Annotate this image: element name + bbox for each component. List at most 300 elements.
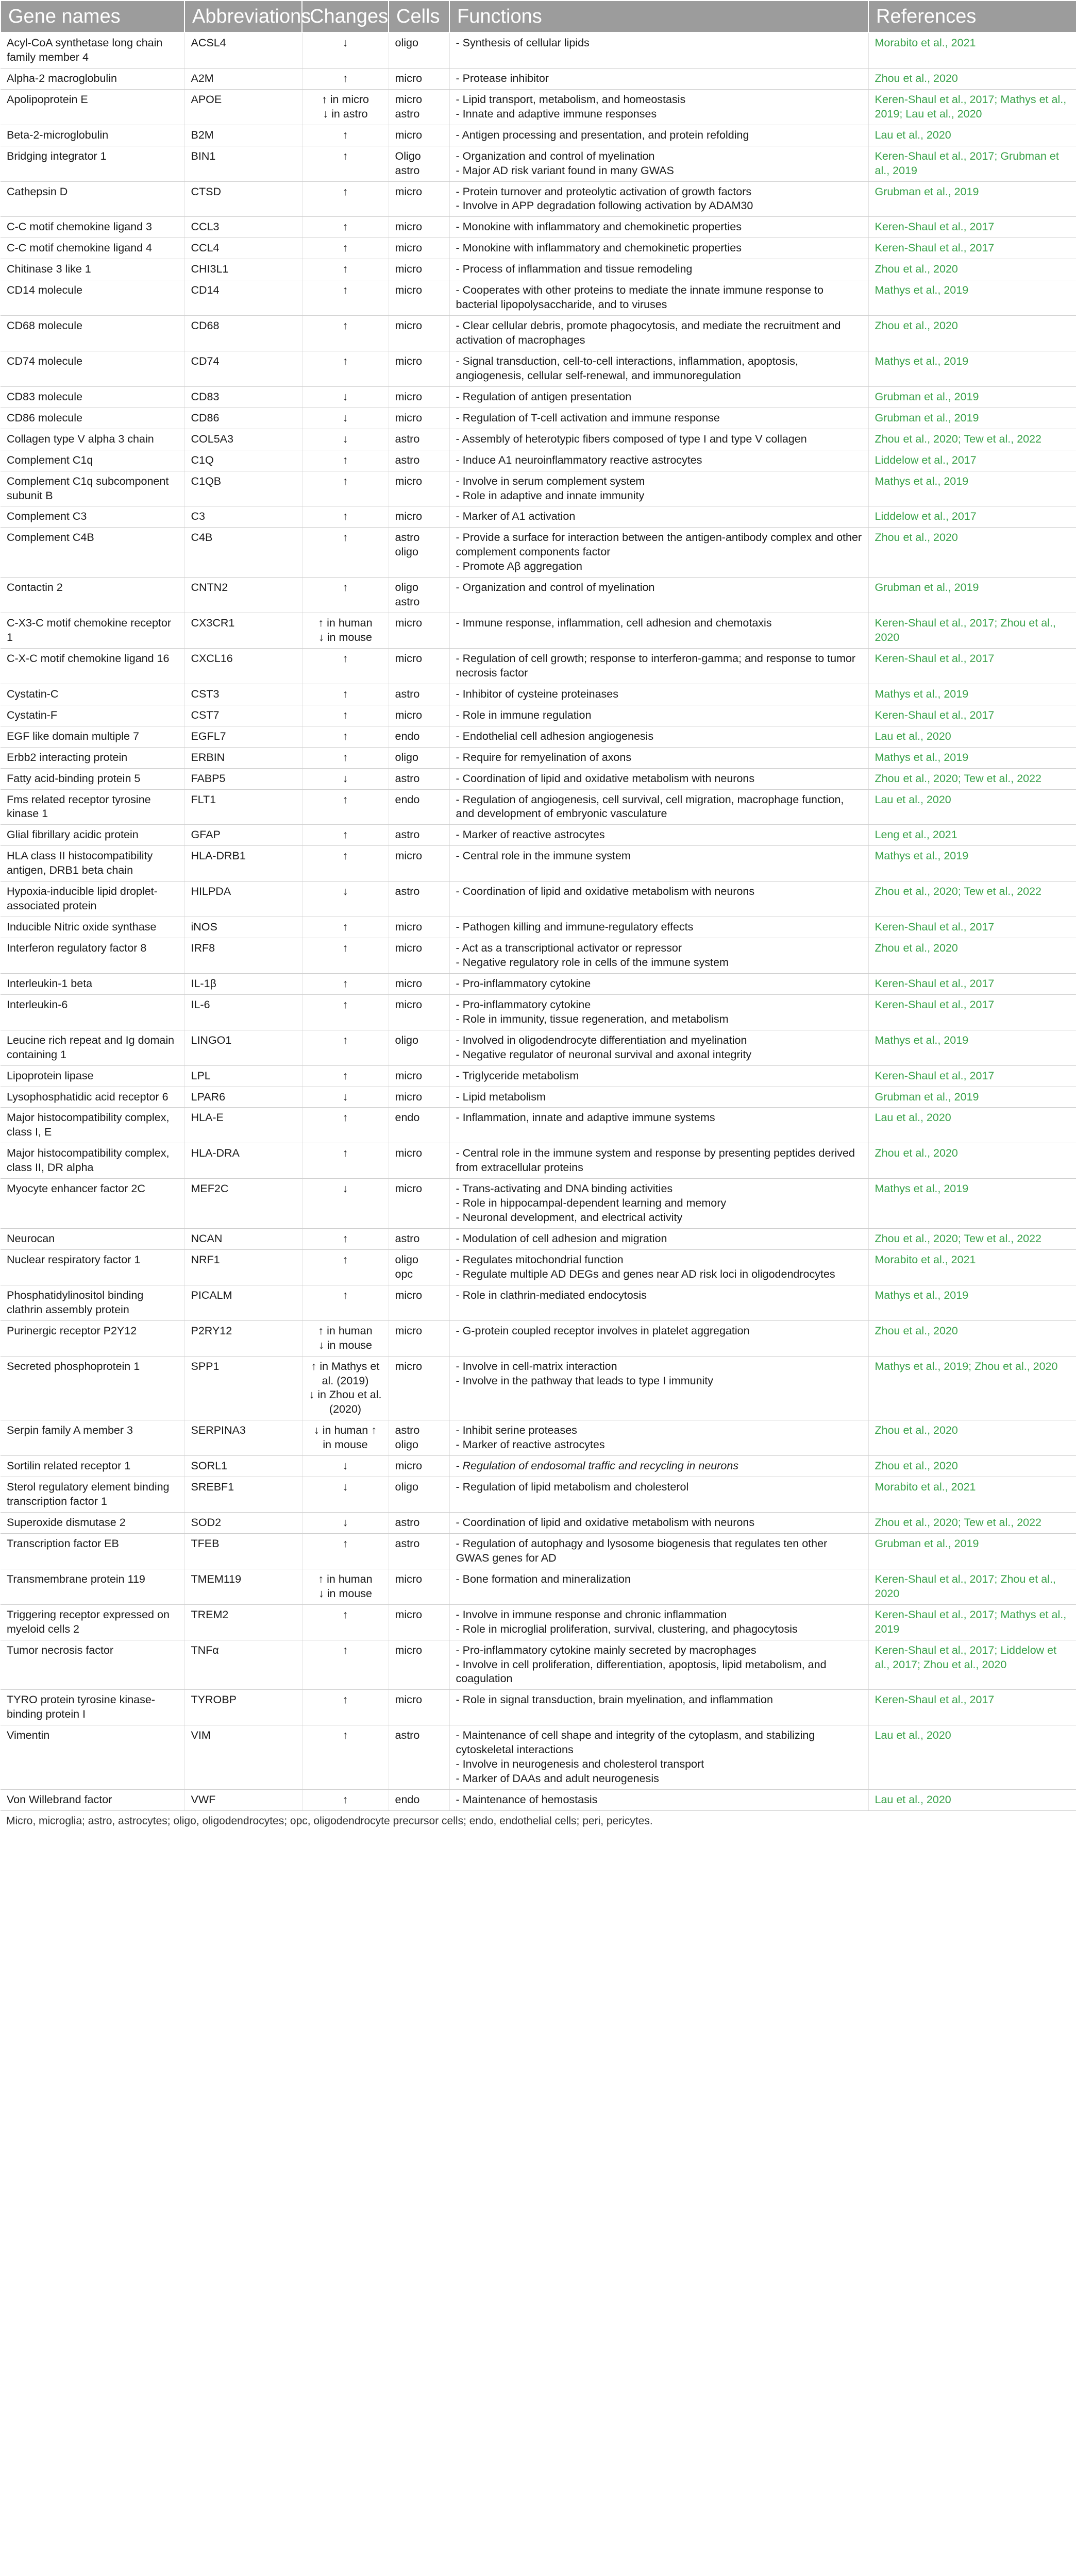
abbreviation-cell: NCAN	[184, 1229, 302, 1250]
functions-cell	[449, 1356, 868, 1420]
reference-link[interactable]: Grubman et al., 2019	[875, 1537, 979, 1550]
reference-link[interactable]: Morabito et al., 2021	[875, 1481, 976, 1494]
functions-cell	[449, 846, 868, 882]
abbreviation-cell: TFEB	[184, 1533, 302, 1569]
cell-type: micro	[395, 185, 423, 198]
cell-type: astro	[395, 885, 420, 898]
changes-cell	[302, 1604, 389, 1640]
cells-cell	[389, 1420, 449, 1456]
functions-cell	[449, 1604, 868, 1640]
reference-link[interactable]: Zhou et al., 2020; Tew et al., 2022	[875, 885, 1042, 898]
function-item: - Role in signal transduction, brain myelination, and inflammation	[456, 1693, 773, 1706]
cells-cell	[389, 825, 449, 846]
reference-link[interactable]: Keren-Shaul et al., 2017	[875, 1693, 995, 1706]
cells-cell	[389, 316, 449, 351]
change-value: ↓	[342, 37, 348, 49]
changes-cell	[302, 1533, 389, 1569]
abbreviation-cell: CD83	[184, 386, 302, 408]
abbreviation-cell: C1QB	[184, 471, 302, 506]
changes-cell	[302, 789, 389, 825]
change-value: ↑	[342, 284, 348, 297]
change-value: ↑	[342, 921, 348, 934]
table-row	[1, 408, 1076, 429]
abbreviation-cell: CD74	[184, 351, 302, 386]
change-value: ↑	[342, 793, 348, 806]
gene-name-cell: Neurocan	[1, 1229, 184, 1250]
change-value: ↑	[342, 1793, 348, 1806]
change-value: ↑	[342, 453, 348, 466]
functions-cell	[449, 408, 868, 429]
table-row	[1, 1065, 1076, 1087]
changes-cell	[302, 1477, 389, 1513]
references-cell	[868, 1356, 1076, 1420]
changes-cell	[302, 1229, 389, 1250]
change-value: ↓	[342, 1460, 348, 1472]
reference-link[interactable]: Zhou et al., 2020	[875, 1460, 958, 1472]
cell-type: micro	[395, 1460, 423, 1472]
cell-type: astro	[395, 531, 420, 544]
function-item: - Role in immune regulation	[456, 708, 592, 721]
functions-cell	[449, 386, 868, 408]
reference-link[interactable]: Mathys et al., 2019	[875, 1289, 969, 1301]
function-item: - Signal transduction, cell-to-cell interactions, inflammation, apoptosis, angiogenesis, cellular self-renewal, and immunoregulation	[456, 354, 798, 382]
reference-link[interactable]: Keren-Shaul et al., 2017; Zhou et al., 2020	[875, 1572, 1056, 1600]
table-row	[1, 1249, 1076, 1285]
references-cell	[868, 613, 1076, 649]
change-value: ↑	[342, 1253, 348, 1266]
change-value: ↑	[342, 149, 348, 162]
reference-link[interactable]: Zhou et al., 2020	[875, 263, 958, 276]
cell-type: micro	[395, 474, 423, 487]
reference-link[interactable]: Keren-Shaul et al., 2017	[875, 221, 995, 233]
abbreviation-cell: C4B	[184, 528, 302, 578]
references-cell	[868, 1285, 1076, 1320]
gene-name-cell: Chitinase 3 like 1	[1, 259, 184, 280]
reference-link[interactable]: Mathys et al., 2019	[875, 354, 969, 367]
changes-cell	[302, 146, 389, 181]
table-header	[1, 1, 1076, 32]
changes-cell	[302, 684, 389, 705]
reference-link[interactable]: Keren-Shaul et al., 2017	[875, 652, 995, 665]
reference-link[interactable]: Zhou et al., 2020	[875, 531, 958, 544]
gene-name-cell: Apolipoprotein E	[1, 89, 184, 125]
changes-cell	[302, 68, 389, 89]
change-value: ↑ in human	[318, 1572, 373, 1585]
abbreviation-cell: A2M	[184, 68, 302, 89]
changes-cell	[302, 1320, 389, 1356]
references-cell	[868, 1790, 1076, 1811]
reference-link[interactable]: Keren-Shaul et al., 2017	[875, 998, 995, 1011]
function-item: - Lipid transport, metabolism, and homeostasis	[456, 93, 686, 106]
reference-link[interactable]: Morabito et al., 2021	[875, 37, 976, 49]
functions-cell	[449, 1513, 868, 1534]
table-row	[1, 1604, 1076, 1640]
change-value: ↓ in mouse	[318, 631, 372, 643]
header-abbreviations: Abbreviations	[184, 1, 302, 32]
cell-type: astro	[395, 1516, 420, 1529]
cell-type: micro	[395, 708, 423, 721]
table-row	[1, 747, 1076, 768]
references-cell	[868, 1477, 1076, 1513]
reference-link[interactable]: Keren-Shaul et al., 2017	[875, 708, 995, 721]
changes-cell	[302, 726, 389, 747]
references-cell	[868, 506, 1076, 528]
changes-cell	[302, 1065, 389, 1087]
functions-cell	[449, 1790, 868, 1811]
cell-type: micro	[395, 977, 423, 990]
reference-link[interactable]: Grubman et al., 2019	[875, 411, 979, 424]
function-item: - Marker of reactive astrocytes	[456, 828, 605, 841]
reference-link[interactable]: Grubman et al., 2019	[875, 1090, 979, 1103]
function-item: - Clear cellular debris, promote phagocytosis, and mediate the recruitment and activation of macrophages	[456, 319, 841, 346]
cell-type: micro	[395, 284, 423, 297]
cell-type: micro	[395, 263, 423, 276]
reference-link[interactable]: Keren-Shaul et al., 2017	[875, 242, 995, 255]
change-value: ↑	[342, 942, 348, 954]
cells-cell	[389, 351, 449, 386]
reference-link[interactable]: Mathys et al., 2019	[875, 751, 969, 764]
gene-name-cell: C-X-C motif chemokine ligand 16	[1, 648, 184, 684]
reference-link[interactable]: Leng et al., 2021	[875, 828, 957, 841]
abbreviation-cell: PICALM	[184, 1285, 302, 1320]
change-value: ↑ in human	[318, 617, 373, 630]
references-cell	[868, 528, 1076, 578]
change-value: ↑	[342, 474, 348, 487]
cells-cell	[389, 1065, 449, 1087]
references-cell	[868, 1569, 1076, 1604]
change-value: ↑ in human	[318, 1324, 373, 1337]
changes-cell	[302, 917, 389, 938]
cells-cell	[389, 917, 449, 938]
abbreviation-cell: C1Q	[184, 450, 302, 471]
gene-name-cell: Nuclear respiratory factor 1	[1, 1249, 184, 1285]
functions-cell	[449, 1065, 868, 1087]
references-cell	[868, 429, 1076, 450]
table-row	[1, 1456, 1076, 1477]
reference-link[interactable]: Keren-Shaul et al., 2017; Zhou et al., 2020	[875, 617, 1056, 643]
gene-name-cell: Major histocompatibility complex, class I, E	[1, 1108, 184, 1143]
change-value: ↑	[342, 185, 348, 198]
table-row	[1, 768, 1076, 789]
abbreviation-cell: C3	[184, 506, 302, 528]
changes-cell	[302, 768, 389, 789]
cells-cell	[389, 789, 449, 825]
abbreviation-cell: FLT1	[184, 789, 302, 825]
change-value: ↓	[342, 390, 348, 403]
gene-name-cell: Fatty acid-binding protein 5	[1, 768, 184, 789]
cell-type: endo	[395, 1793, 420, 1806]
cells-cell	[389, 1229, 449, 1250]
reference-link[interactable]: Zhou et al., 2020; Tew et al., 2022	[875, 1516, 1042, 1529]
functions-cell	[449, 973, 868, 994]
reference-link[interactable]: Zhou et al., 2020	[875, 1147, 958, 1160]
function-item: - Negative regulator of neuronal survival and axonal integrity	[456, 1048, 752, 1061]
cell-type: Oligo astro	[395, 149, 421, 177]
gene-name-cell: Acyl-CoA synthetase long chain family member 4	[1, 32, 184, 68]
function-item: - Marker of reactive astrocytes	[456, 1438, 605, 1451]
functions-cell	[449, 429, 868, 450]
abbreviation-cell: CNTN2	[184, 578, 302, 613]
changes-cell	[302, 1790, 389, 1811]
reference-link[interactable]: Mathys et al., 2019	[875, 284, 969, 297]
reference-link[interactable]: Mathys et al., 2019; Zhou et al., 2020	[875, 1360, 1058, 1372]
gene-name-cell: EGF like domain multiple 7	[1, 726, 184, 747]
function-item: - Regulation of T-cell activation and immune response	[456, 411, 720, 424]
reference-link[interactable]: Grubman et al., 2019	[875, 390, 979, 403]
function-item: - Immune response, inflammation, cell adhesion and chemotaxis	[456, 617, 772, 630]
references-cell	[868, 1420, 1076, 1456]
gene-name-cell: Collagen type V alpha 3 chain	[1, 429, 184, 450]
table-row	[1, 1690, 1076, 1725]
abbreviation-cell: ACSL4	[184, 32, 302, 68]
table-row	[1, 938, 1076, 974]
cells-cell	[389, 238, 449, 259]
changes-cell	[302, 1690, 389, 1725]
gene-name-cell: Fms related receptor tyrosine kinase 1	[1, 789, 184, 825]
gene-name-cell: Myocyte enhancer factor 2C	[1, 1179, 184, 1229]
function-item: - Lipid metabolism	[456, 1090, 546, 1103]
reference-link[interactable]: Keren-Shaul et al., 2017; Mathys et al., 2019; Lau et al., 2020	[875, 93, 1067, 120]
references-cell	[868, 89, 1076, 125]
changes-cell	[302, 429, 389, 450]
cells-cell	[389, 1604, 449, 1640]
reference-link[interactable]: Morabito et al., 2021	[875, 1253, 976, 1266]
reference-link[interactable]: Liddelow et al., 2017	[875, 510, 977, 523]
function-item: - Involve in serum complement system	[456, 474, 645, 487]
functions-cell	[449, 684, 868, 705]
cells-cell	[389, 1320, 449, 1356]
table-row	[1, 471, 1076, 506]
change-value: ↑	[342, 354, 348, 367]
change-value: ↑	[342, 242, 348, 255]
table-row	[1, 648, 1076, 684]
function-item: - Central role in the immune system	[456, 850, 631, 862]
cell-type: micro	[395, 242, 423, 255]
references-cell	[868, 973, 1076, 994]
reference-link[interactable]: Lau et al., 2020	[875, 1111, 951, 1124]
table-row	[1, 1569, 1076, 1604]
reference-link[interactable]: Zhou et al., 2020	[875, 319, 958, 332]
cells-cell	[389, 1249, 449, 1285]
changes-cell	[302, 471, 389, 506]
cells-cell	[389, 1143, 449, 1179]
references-cell	[868, 825, 1076, 846]
changes-cell	[302, 1420, 389, 1456]
cell-type: astro	[395, 828, 420, 841]
functions-cell	[449, 789, 868, 825]
table-row	[1, 1087, 1076, 1108]
table-row	[1, 1640, 1076, 1690]
functions-cell	[449, 471, 868, 506]
changes-cell	[302, 506, 389, 528]
function-item: - Coordination of lipid and oxidative metabolism with neurons	[456, 1516, 755, 1529]
table-row	[1, 238, 1076, 259]
references-cell	[868, 471, 1076, 506]
reference-link[interactable]: Lau et al., 2020	[875, 128, 951, 141]
table-row	[1, 429, 1076, 450]
function-item: - Role in clathrin-mediated endocytosis	[456, 1289, 647, 1301]
table-row	[1, 32, 1076, 68]
reference-link[interactable]: Liddelow et al., 2017	[875, 453, 977, 466]
functions-cell	[449, 994, 868, 1030]
cells-cell	[389, 1477, 449, 1513]
functions-cell	[449, 726, 868, 747]
gene-name-cell: CD14 molecule	[1, 280, 184, 316]
gene-name-cell: Erbb2 interacting protein	[1, 747, 184, 768]
reference-link[interactable]: Keren-Shaul et al., 2017	[875, 1069, 995, 1082]
cell-type: oligo	[395, 581, 418, 594]
cell-type: micro	[395, 652, 423, 665]
changes-cell	[302, 386, 389, 408]
table-row	[1, 705, 1076, 726]
reference-link[interactable]: Lau et al., 2020	[875, 1793, 951, 1806]
function-item: - Cooperates with other proteins to mediate the innate immune response to bacterial lipopolysaccharide, and to viruses	[456, 284, 823, 311]
changes-cell	[302, 181, 389, 217]
functions-cell	[449, 1179, 868, 1229]
cell-type: micro	[395, 1289, 423, 1301]
gene-name-cell: Sortilin related receptor 1	[1, 1456, 184, 1477]
function-item: - Inflammation, innate and adaptive immune systems	[456, 1111, 715, 1124]
change-value: ↑	[342, 1537, 348, 1550]
changes-cell	[302, 578, 389, 613]
cells-cell	[389, 1108, 449, 1143]
functions-cell	[449, 316, 868, 351]
cells-cell	[389, 1087, 449, 1108]
reference-link[interactable]: Mathys et al., 2019	[875, 1033, 969, 1046]
table-row	[1, 1790, 1076, 1811]
table-row	[1, 1477, 1076, 1513]
abbreviation-cell: CHI3L1	[184, 259, 302, 280]
function-item: - Involve in APP degradation following activation by ADAM30	[456, 199, 753, 212]
function-item: - Marker of DAAs and adult neurogenesis	[456, 1772, 659, 1785]
cell-type: micro	[395, 617, 423, 630]
function-item: - Involve in cell-matrix interaction	[456, 1360, 617, 1372]
reference-link[interactable]: Keren-Shaul et al., 2017; Liddelow et al., 2017; Zhou et al., 2020	[875, 1643, 1057, 1671]
cells-cell	[389, 1533, 449, 1569]
abbreviation-cell: ERBIN	[184, 747, 302, 768]
reference-link[interactable]: Grubman et al., 2019	[875, 185, 979, 198]
reference-link[interactable]: Keren-Shaul et al., 2017	[875, 921, 995, 934]
reference-link[interactable]: Zhou et al., 2020	[875, 942, 958, 954]
reference-link[interactable]: Mathys et al., 2019	[875, 850, 969, 862]
changes-cell	[302, 528, 389, 578]
reference-link[interactable]: Mathys et al., 2019	[875, 687, 969, 700]
cells-cell	[389, 1640, 449, 1690]
function-item: - Regulates mitochondrial function	[456, 1253, 624, 1266]
reference-link[interactable]: Lau et al., 2020	[875, 1729, 951, 1742]
function-item: - Act as a transcriptional activator or repressor	[456, 942, 682, 954]
table-row	[1, 578, 1076, 613]
cell-type: endo	[395, 730, 420, 742]
functions-cell	[449, 1569, 868, 1604]
reference-link[interactable]: Zhou et al., 2020; Tew et al., 2022	[875, 772, 1042, 785]
cells-cell	[389, 768, 449, 789]
changes-cell	[302, 1285, 389, 1320]
abbreviation-cell: HLA-DRA	[184, 1143, 302, 1179]
table-row	[1, 1143, 1076, 1179]
functions-cell	[449, 450, 868, 471]
references-cell	[868, 684, 1076, 705]
reference-link[interactable]: Mathys et al., 2019	[875, 1182, 969, 1195]
abbreviation-cell: CST7	[184, 705, 302, 726]
table-row	[1, 1513, 1076, 1534]
cells-cell	[389, 89, 449, 125]
changes-cell	[302, 1143, 389, 1179]
function-item: - Require for remyelination of axons	[456, 751, 632, 764]
cells-cell	[389, 408, 449, 429]
function-item: - Pathogen killing and immune-regulatory effects	[456, 921, 694, 934]
table-footnote: Micro, microglia; astro, astrocytes; oligo, oligodendrocytes; opc, oligodendrocyte precursor cells; endo, endothelial cells; peri, pericytes.	[6, 1815, 653, 1827]
reference-link[interactable]: Lau et al., 2020	[875, 793, 951, 806]
reference-link[interactable]: Grubman et al., 2019	[875, 581, 979, 594]
function-item: - Protease inhibitor	[456, 72, 549, 84]
table-row	[1, 89, 1076, 125]
change-value: ↓ in astro	[323, 107, 368, 120]
gene-name-cell: Complement C1q subcomponent subunit B	[1, 471, 184, 506]
gene-name-cell: Transmembrane protein 119	[1, 1569, 184, 1604]
change-value: ↓	[342, 1516, 348, 1529]
cells-cell	[389, 1030, 449, 1065]
reference-link[interactable]: Zhou et al., 2020	[875, 1324, 958, 1337]
cell-type: astro	[395, 432, 420, 445]
functions-cell	[449, 217, 868, 238]
abbreviation-cell: CD86	[184, 408, 302, 429]
table-body	[1, 32, 1076, 1810]
function-item: - G-protein coupled receptor involves in platelet aggregation	[456, 1324, 750, 1337]
abbreviation-cell: COL5A3	[184, 429, 302, 450]
abbreviation-cell: NRF1	[184, 1249, 302, 1285]
reference-link[interactable]: Lau et al., 2020	[875, 730, 951, 742]
change-value: ↓	[342, 1182, 348, 1195]
functions-cell	[449, 1229, 868, 1250]
functions-cell	[449, 882, 868, 917]
cell-type: astro	[395, 107, 420, 120]
function-item: - Neuronal development, and electrical activity	[456, 1211, 683, 1224]
abbreviation-cell: SOD2	[184, 1513, 302, 1534]
cell-type: micro	[395, 93, 423, 106]
cells-cell	[389, 882, 449, 917]
changes-cell	[302, 238, 389, 259]
change-value: ↓	[342, 432, 348, 445]
gene-name-cell: Secreted phosphoprotein 1	[1, 1356, 184, 1420]
functions-cell	[449, 259, 868, 280]
table-row	[1, 1285, 1076, 1320]
cell-type: micro	[395, 1147, 423, 1160]
cells-cell	[389, 1456, 449, 1477]
cell-type: endo	[395, 793, 420, 806]
table-row	[1, 684, 1076, 705]
cell-type: oligo	[395, 751, 418, 764]
gene-name-cell: Interleukin-1 beta	[1, 973, 184, 994]
reference-link[interactable]: Mathys et al., 2019	[875, 474, 969, 487]
reference-link[interactable]: Keren-Shaul et al., 2017; Mathys et al., 2019	[875, 1608, 1067, 1635]
cell-type: astro	[395, 1537, 420, 1550]
change-value: ↑	[342, 977, 348, 990]
functions-cell	[449, 32, 868, 68]
reference-link[interactable]: Zhou et al., 2020	[875, 1424, 958, 1437]
reference-link[interactable]: Zhou et al., 2020	[875, 72, 958, 84]
reference-link[interactable]: Keren-Shaul et al., 2017	[875, 977, 995, 990]
functions-cell	[449, 528, 868, 578]
gene-name-cell: Glial fibrillary acidic protein	[1, 825, 184, 846]
function-item: - Trans-activating and DNA binding activities	[456, 1182, 673, 1195]
references-cell	[868, 238, 1076, 259]
function-item: - Maintenance of hemostasis	[456, 1793, 598, 1806]
gene-name-cell: Cystatin-C	[1, 684, 184, 705]
reference-link[interactable]: Zhou et al., 2020; Tew et al., 2022	[875, 432, 1042, 445]
reference-link[interactable]: Keren-Shaul et al., 2017; Grubman et al., 2019	[875, 149, 1059, 177]
reference-link[interactable]: Zhou et al., 2020; Tew et al., 2022	[875, 1232, 1042, 1245]
